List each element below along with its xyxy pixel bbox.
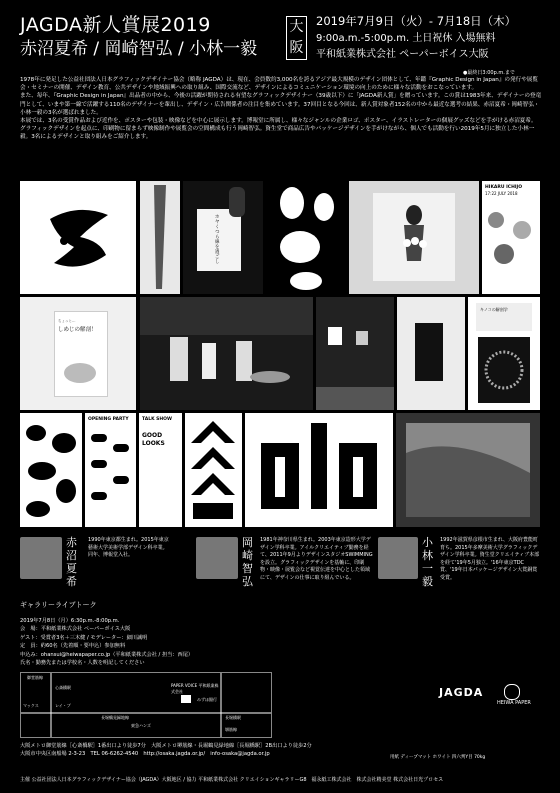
intro-paragraph: 本展では、3名の受賞作品および近作を、ポスターや包装・映像などを中心に展示します。博報堂に所属し、様々なジャンルの企業ロゴ、ポスター、イラストレーターの個展グッズなどを手がける赤沼夏希。グラフィックデザインを起点に、印刷物に留まらず映像制作や展覧会の空間構成も行う岡崎智弘。資生堂で商品広告やパッケージデザインを手がけながら、個人でも活動を行い2019年5月に独立した小林一毅。3名によるデザインと取り組みをご紹介します。 xyxy=(20,118,537,141)
work-texture-poster xyxy=(396,413,540,527)
exhibition-time: 9:00a.m.-5:00p.m. 土日祝休 入場無料 xyxy=(316,33,496,44)
work-organic-shapes-poster xyxy=(20,413,82,527)
gallery-talk-details xyxy=(20,617,193,667)
exhibition-date: 2019年7月9日（火）- 7月18日（木） xyxy=(316,14,517,28)
map-label: 御堂筋線 xyxy=(27,675,43,680)
work-chevron-poster xyxy=(185,413,242,527)
work-hand-sculpture xyxy=(140,181,180,294)
paper-note: 用紙 ディープマット ホワイト 四六判Y目 70kg xyxy=(390,755,486,760)
intro-paragraph: また、毎年、『Graphic Design in Japan』出品者の中から、今後の活躍が期待される有望なグラフィックデザイナー（39歳以下）に「JAGDA新人賞」を贈っています。この賞は1983年来、デザイナーの登竜門として、いまや第一線で活躍する110名のデザイナーを輩出し、デザイン・広告関係者の注目を集めています。37回目となる今回は、新人賞対象者152名の中から最近な選考の結果、赤沼夏希・岡崎智弘・小林一毅の3名が選ばれました。 xyxy=(20,93,542,116)
avatar-akanuma xyxy=(20,537,62,579)
map-label: PAPER VOICE 平和紙業株式会社 xyxy=(171,683,219,694)
work-gallery-corridor xyxy=(316,297,394,410)
map-label: レイ・ブ xyxy=(55,703,71,708)
heiwa-logo: HEIWA PAPER xyxy=(497,700,531,706)
book2-text: キノコの解剖学 xyxy=(480,307,508,312)
exhibition-venue: 平和紙業株式会社 ペーパーボイス大阪 xyxy=(316,49,489,60)
designer-name-akanuma: 赤沼夏希 xyxy=(66,536,77,588)
avatar-kobayashi xyxy=(378,537,418,579)
poster-title: HIKARU ICHIJO xyxy=(485,185,523,190)
access-line: 大阪メトロ御堂筋線［心斎橋駅］1番出口より徒歩7分 大阪メトロ堺筋線・長堀鶴見緑地線［長堀橋駅］2B出口より徒歩2分 xyxy=(20,743,312,749)
map-label: 長堀橋駅 xyxy=(225,715,241,720)
map-label: 心斎橋駅 xyxy=(55,685,71,690)
intro-paragraph: 1978年に発足した公益社団法人日本グラフィックデザイナー協会（略称 JAGDA）は、現在、会員数約3,000名を誇るアジア最大規模のデザイン団体として、年鑑『Graphic Design in Japan』の発行や展覧会・セミナーの開催、デザイン教育、公共デザインや地域振興への取り組み、国際交流など、デザインによるコミュニケーション環境の向上のために様々な活動をおこなっています。 xyxy=(20,77,538,92)
work-exhibition-space xyxy=(140,297,313,410)
work-talk-show-poster xyxy=(139,413,182,527)
access-info xyxy=(20,742,312,758)
city-badge: 大阪 xyxy=(286,16,307,60)
winner-names: 赤沼夏希 / 岡崎智弘 / 小林一毅 xyxy=(20,39,258,59)
designer-name-kobayashi: 小林一毅 xyxy=(422,536,433,588)
work-event-poster xyxy=(482,181,540,294)
map-label: 堺筋線 xyxy=(225,727,237,732)
heiwa-logo-icon xyxy=(504,684,520,700)
talk-line: 氏名・勤務先または学校名・人数を明記してください xyxy=(20,660,145,667)
gallery-talk-heading: ギャラリーライブトーク xyxy=(20,601,97,609)
map-label: みずほ銀行 xyxy=(197,697,217,702)
book-cover-text: ホヤくつら 線を過ごし xyxy=(215,215,220,265)
work-geometric-poster xyxy=(245,413,393,527)
map-label: マックス xyxy=(23,703,39,708)
access-map xyxy=(20,672,272,738)
designer-bio-kobayashi: 1992年滋賀県彦根市生まれ、大阪府豊能町育ち。2015年多摩美術大学グラフィックデザイン学科卒業。資生堂クリエイティブ本部を経て'19年5月独立。'16年東京TDC賞、'19年日本パッケージデザイン大賞銅賞受賞。 xyxy=(440,537,540,581)
poster-numbers: 17:22 JULY 2018 xyxy=(485,191,518,196)
intro-text xyxy=(20,76,542,142)
work-opening-party-poster xyxy=(85,413,136,527)
access-line: 大阪市中央区南船場 2-3-23 TEL 06-6262-4540 http://osaka.jagda.or.jp/ info-osaka@jagda.or.jp xyxy=(20,751,270,758)
map-label: 東急ハンズ xyxy=(131,723,151,728)
designer-bio-akanuma: 1990年東京都生まれ。2015年東京藝術大学美術学部デザイン科卒業。同年、博報堂入社。 xyxy=(88,537,169,558)
map-label: 長堀鶴見緑地線 xyxy=(101,715,129,720)
opening-party-label: OPENING PARTY xyxy=(88,417,129,422)
mushroom-subtitle: ちょっと… xyxy=(58,319,76,323)
talk-line: 定 員：約60名（先着順・要申込）参加無料 xyxy=(20,643,126,650)
talk-line: 会 場：平和紙業株式会社 ペーパーボイス大阪 xyxy=(20,626,131,633)
work-book-display xyxy=(468,297,540,410)
work-book-cover xyxy=(183,181,263,294)
work-screen-display xyxy=(397,297,465,410)
talk-show-label: TALK SHOW xyxy=(142,417,172,422)
jagda-logo: JAGDA xyxy=(439,686,484,699)
good-looks-label: GOOD LOOKS xyxy=(142,432,165,447)
work-figure-poster xyxy=(349,181,479,294)
designer-bio-okazaki: 1981年神奈川県生まれ。2003年東京造形大学デザイン学科卒業。アイルクリエイティブ勤務を経て、2011年9月よりデザインスタジオSWIMMINGを設立。グラフィックデザインを基軸に、印刷物・映像・展覧会など視覚伝達を中心とした領域にて、デザインの仕事に取り組んでいる。 xyxy=(260,537,373,581)
avatar-okazaki xyxy=(196,537,238,579)
work-mushroom-book xyxy=(20,297,136,410)
talk-line: 申込み：ohansui@heiwapaper.co.jp（平和紙業株式会社 / 担当：西尾） xyxy=(20,651,194,658)
work-egg-shapes xyxy=(266,181,346,294)
exhibition-title: JAGDA新人賞展2019 xyxy=(20,14,211,36)
brush-logo-graphic xyxy=(20,181,136,294)
designer-name-okazaki: 岡崎智弘 xyxy=(242,536,253,588)
mushroom-title: しめじの解剖！ xyxy=(58,327,97,333)
last-day-note: ●最終日3:00p.m.まで xyxy=(463,70,515,76)
talk-line: ゲスト：受賞者3名＋三木健 / モデレーター：細川誠明 xyxy=(20,634,148,641)
talk-line: 2019年7月8日（月）6:30p.m.-8:00p.m. xyxy=(20,618,120,624)
work-brush-logo xyxy=(20,181,136,294)
organizer-footer: 主催 公益社団法人日本グラフィックデザイナー協会（JAGDA）大阪地区 / 協力 平和紙業株式会社 クリエイションギャラリーG8 福永紙工株式会社 株式会社精美堂 株式会社日光プロセス xyxy=(20,777,444,783)
